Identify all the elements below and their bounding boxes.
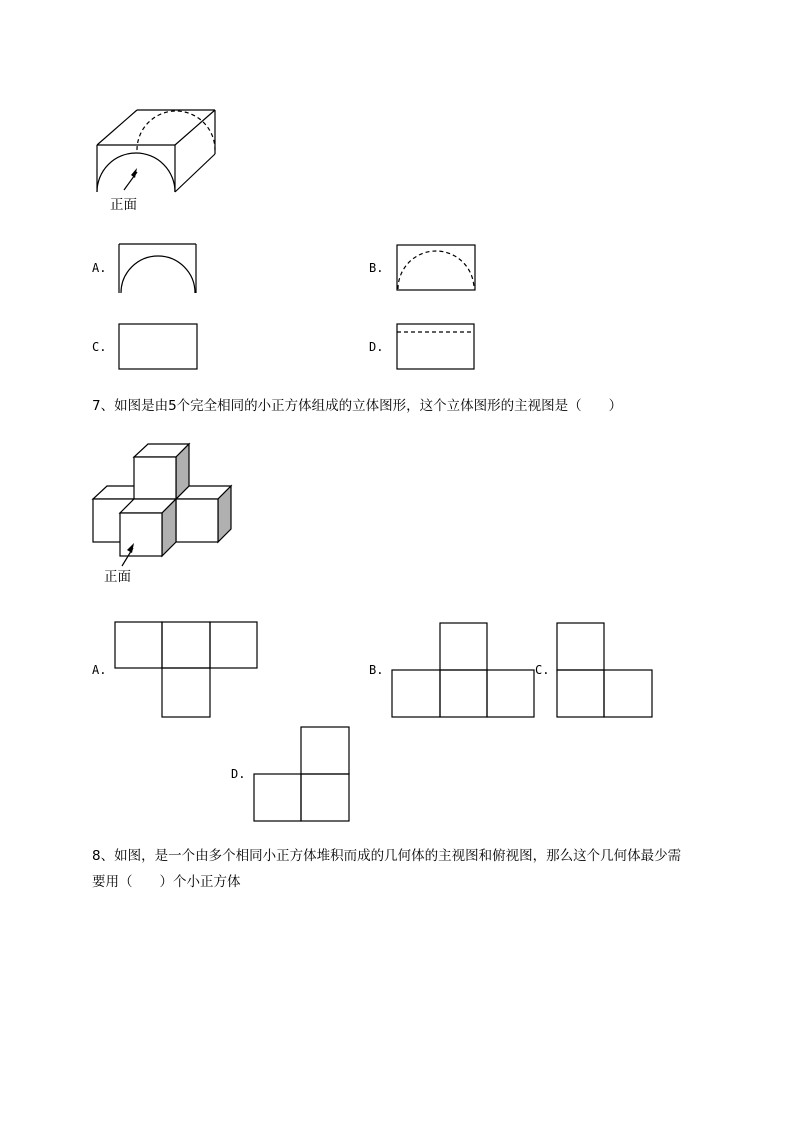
q7-option-a-label[interactable]: A.	[92, 663, 107, 677]
q7-option-d-label[interactable]: D.	[231, 767, 246, 781]
q7-front-label: 正面	[104, 569, 131, 585]
q6-option-c-label[interactable]: C.	[92, 340, 107, 354]
q8-question-line-2: 要用（ ）个小正方体	[92, 874, 241, 890]
q7-option-b-label[interactable]: B.	[369, 663, 384, 677]
q6-front-label: 正面	[110, 197, 137, 213]
q6-option-d-label[interactable]: D.	[369, 340, 384, 354]
q8-question-line-1: 8、如图，是一个由多个相同小正方体堆积而成的几何体的主视图和俯视图，那么这个几何体最少需	[92, 848, 682, 864]
q6-option-a-label[interactable]: A.	[92, 261, 107, 275]
q6-option-b-label[interactable]: B.	[369, 261, 384, 275]
q7-option-c-label[interactable]: C.	[535, 663, 550, 677]
q7-question-text: 7、如图是由5个完全相同的小正方体组成的立体图形，这个立体图形的主视图是（ ）	[92, 398, 623, 414]
